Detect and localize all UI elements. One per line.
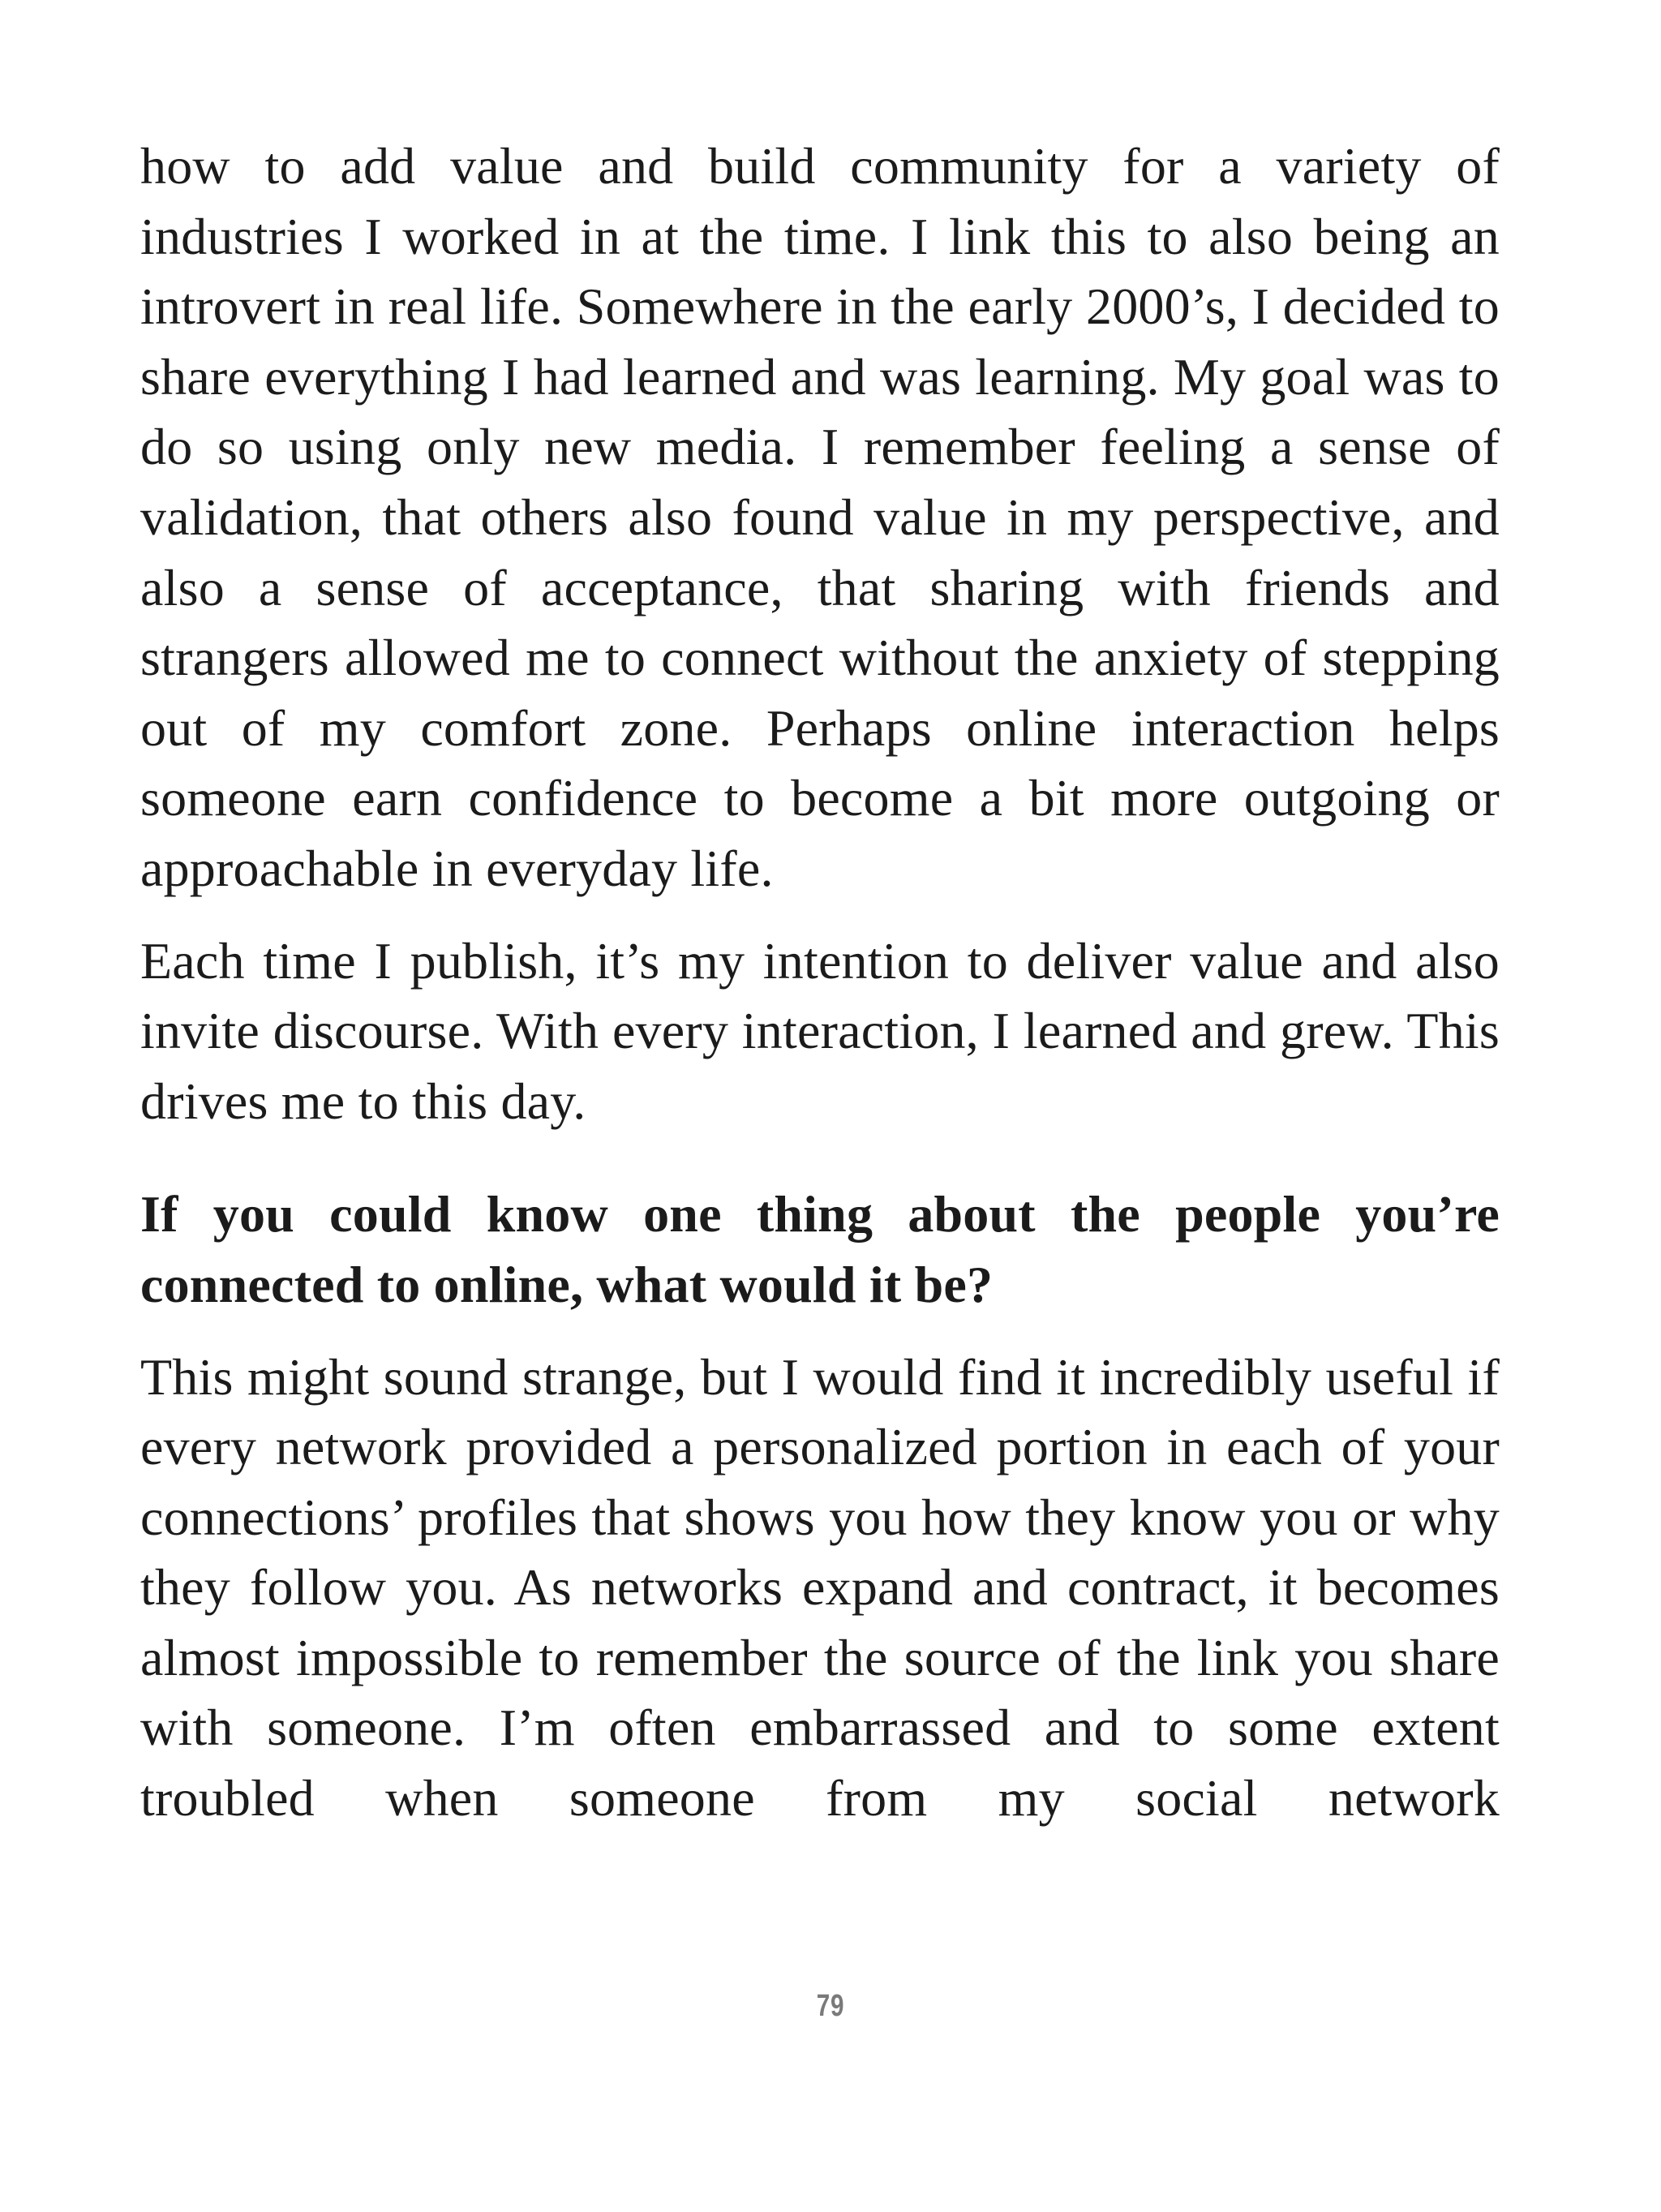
page-body — [140, 131, 1500, 1834]
page-number: 79 — [816, 1989, 845, 2023]
paragraph-publish-intention: Each time I publish, it’s my intention to deliver value and also invite discourse. With every interaction, I learned and grew. This drives me to this day. — [140, 931, 1500, 1130]
paragraph-answer: This might sound strange, but I would find it incredibly useful if every network provided a personalized portion in each of your connections’ profiles that shows you how they know you or why they follow you. As networks expand and contract, it becomes almost impossible to remember the source of the link you share with someone. I’m often embarrassed and to some extent troubled when someone from my social network — [140, 1347, 1500, 1828]
interview-question: If you could know one thing about the people you’re connected to online, what would it be? — [140, 1185, 1500, 1313]
paragraph-introvert-sharing: how to add value and build community for a variety of industries I worked in at the time. I link this to also being an introvert in real life. Somewhere in the early 2000’s, I decided to share everything I had learned and was learning. My goal was to do so using only new media. I remember feeling a sense of validation, that others also found value in my perspective, and also a sense of acceptance, that sharing with friends and strangers allowed me to connect without the anxiety of stepping out of my comfort zone. Perhaps online interaction helps someone earn confidence to become a bit more outgoing or approachable in everyday life. — [140, 137, 1500, 897]
